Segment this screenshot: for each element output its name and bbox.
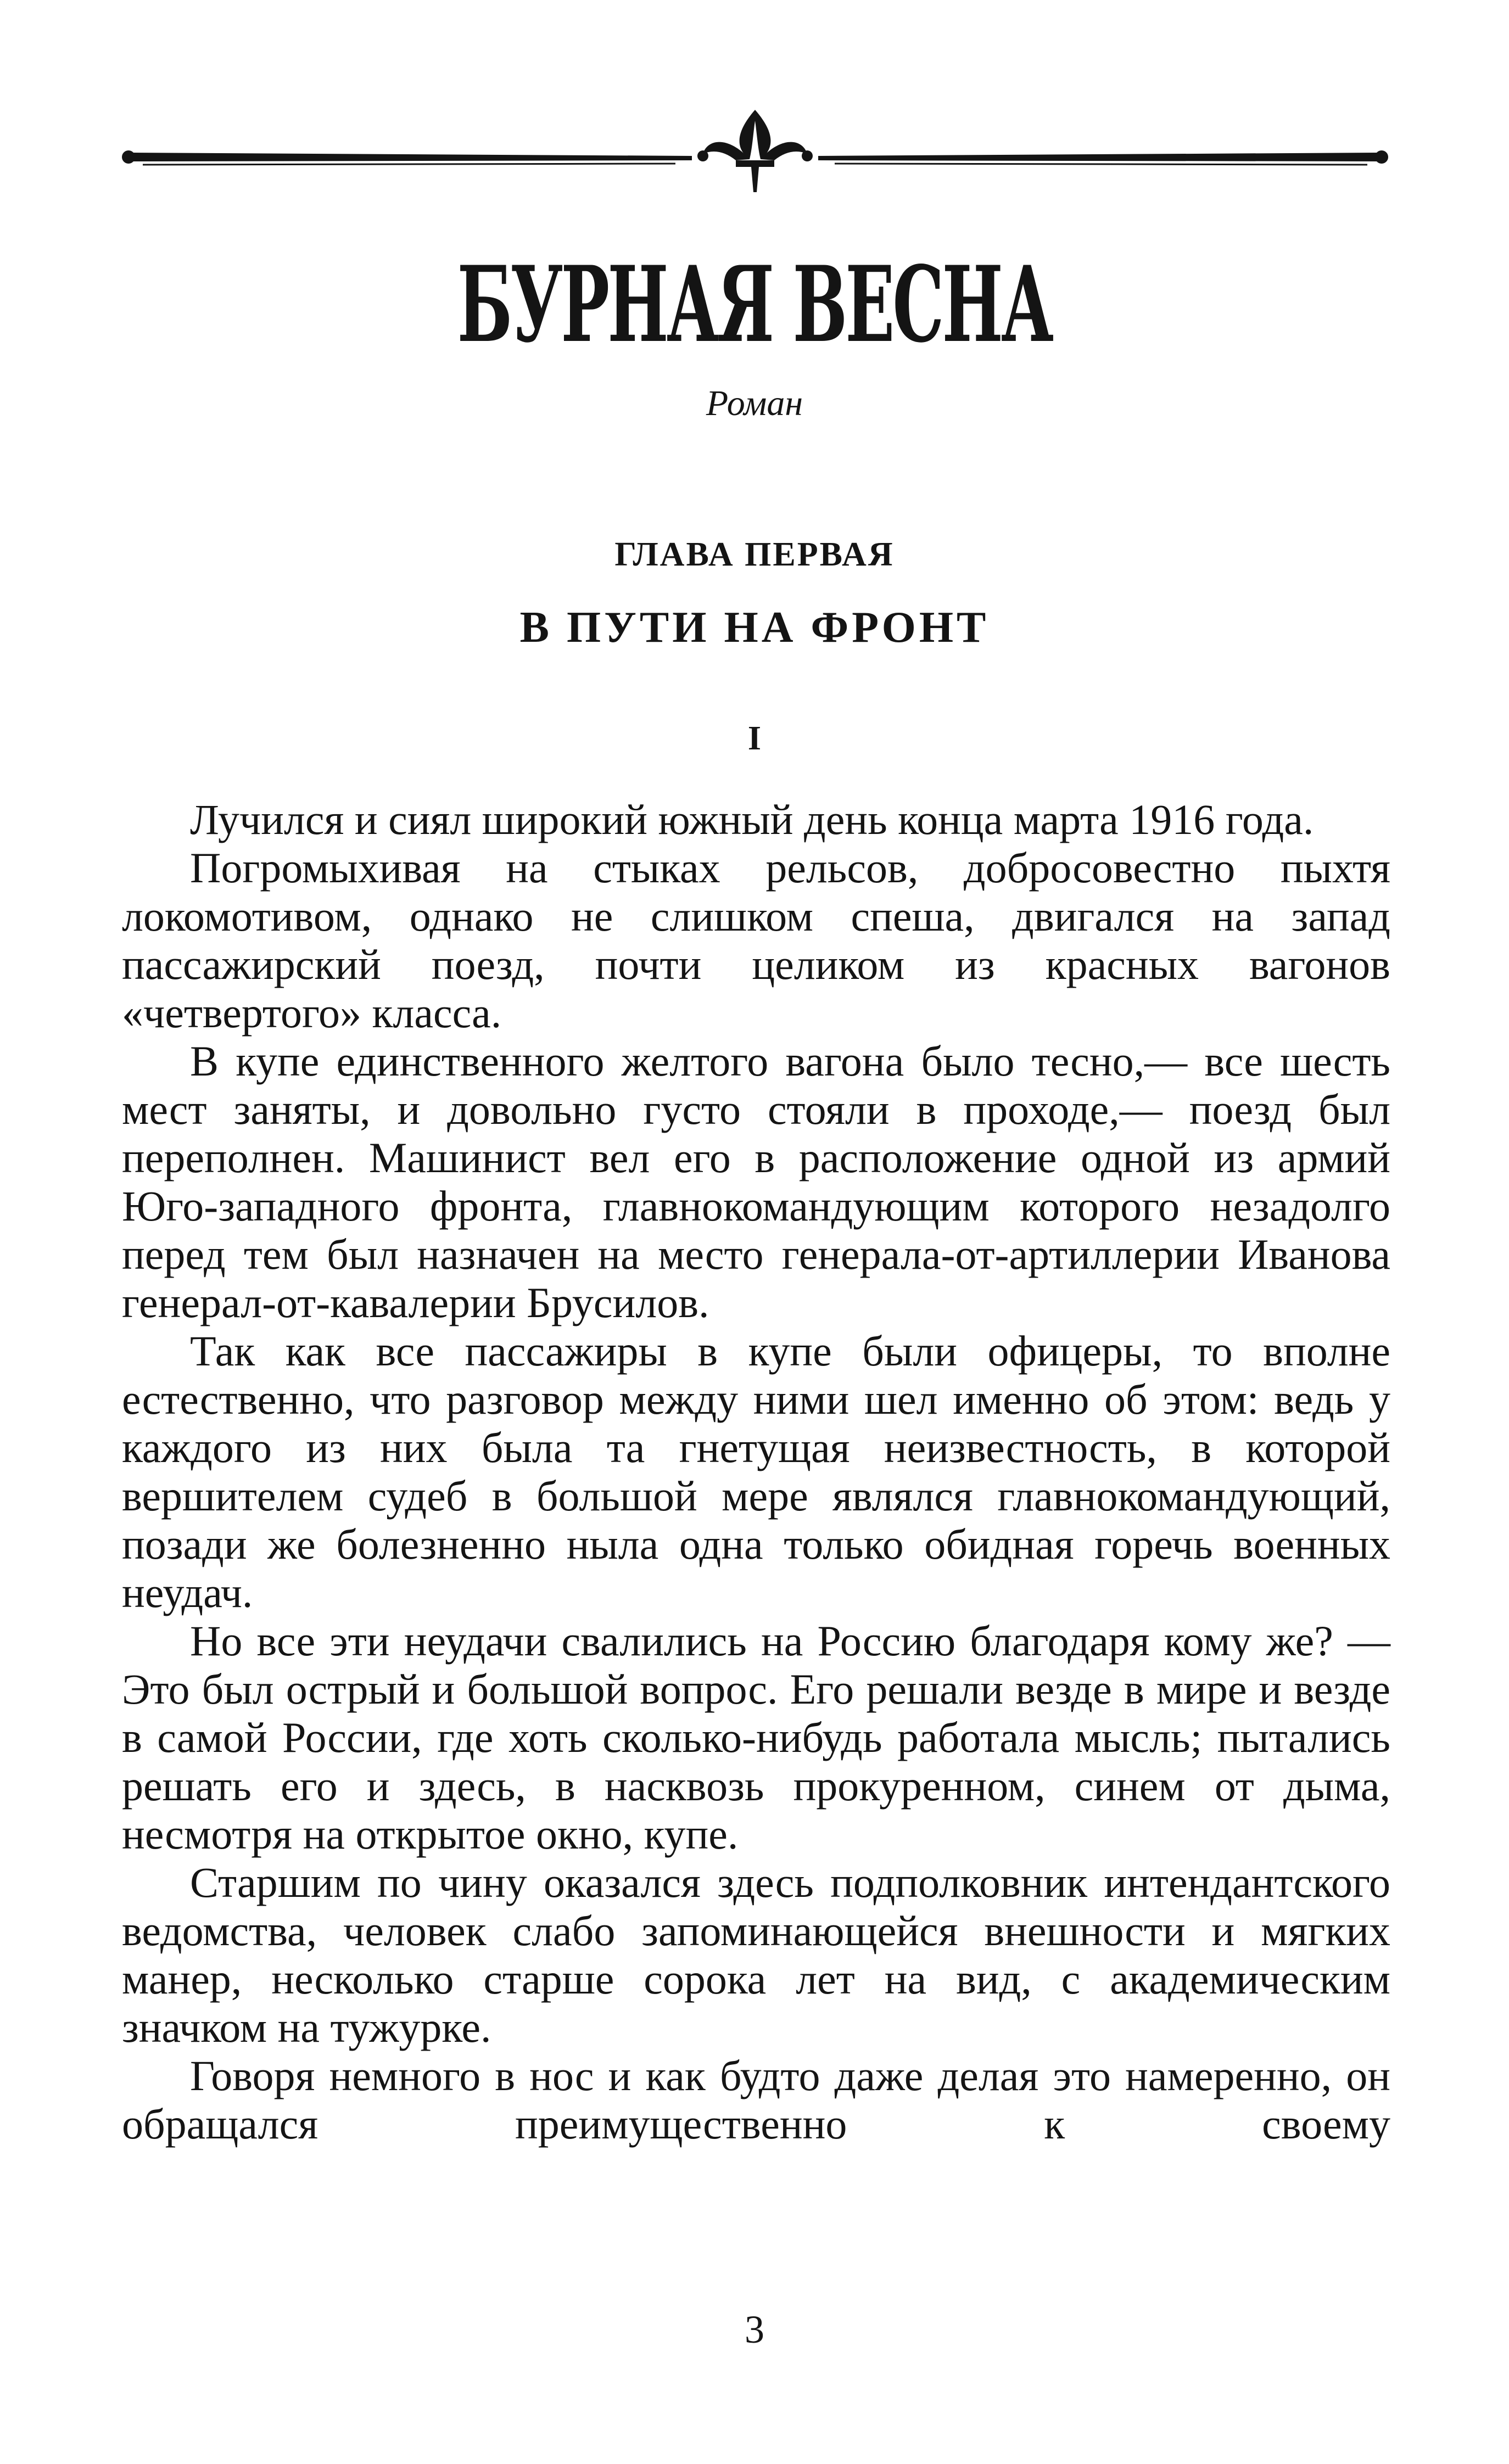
- body-text: [122, 796, 1390, 2148]
- chapter-label: ГЛАВА ПЕРВАЯ: [614, 536, 895, 573]
- book-title: БУРНАЯ ВЕСНА: [457, 243, 1052, 366]
- paragraph: Так как все пассажиры в купе были офицеры, то вполне естественно, что разговор между ними шел именно об этом: ведь у каждого из них была та гнетущая неизвестность, в которой вершителем судеб в большой мере являлся главнокомандующий, позади же болезненно ныла одна только обидная горечь военных неудач.: [122, 1327, 1390, 1616]
- book-genre: Роман: [706, 383, 803, 423]
- page-number: 3: [745, 2308, 764, 2351]
- paragraph: В купе единственного желтого вагона было тесно,— все шесть мест заняты, и довольно густо стояли в проходе,— поезд был переполнен. Машинист вел его в расположение одной из армий Юго-западного фронта, главнокомандующим которого незадолго перед тем был назначен на место генерала-от-артиллерии Иванова генерал-от-кавалерии Брусилов.: [122, 1037, 1390, 1326]
- paragraph: Говоря немного в нос и как будто даже делая это намеренно, он обращался преимущественно к своему: [122, 2052, 1390, 2148]
- paragraph: Лучился и сиял широкий южный день конца марта 1916 года.: [190, 796, 1314, 843]
- section-number: I: [747, 720, 762, 757]
- header-ornament: [121, 99, 1389, 209]
- paragraph: Но все эти неудачи свалились на Россию благодаря кому же? — Это был острый и большой вопрос. Его решали везде в мире и везде в самой России, где хоть сколько-нибудь работала мысль; пытались решать его и здесь, в насквозь прокуренном, синем от дыма, несмотря на открытое окно, купе.: [122, 1617, 1390, 1858]
- paragraph: Старшим по чину оказался здесь подполковник интендантского ведомства, человек слабо запоминающейся внешности и мягких манер, несколько старше сорока лет на вид, с академическим значком на тужурке.: [122, 1858, 1390, 2051]
- chapter-title: В ПУТИ НА ФРОНТ: [519, 603, 990, 652]
- paragraph: Погромыхивая на стыках рельсов, добросовестно пыхтя локомотивом, однако не слишком спеша, двигался на запад пассажирский поезд, почти целиком из красных вагонов «четвертого» класса.: [122, 844, 1390, 1037]
